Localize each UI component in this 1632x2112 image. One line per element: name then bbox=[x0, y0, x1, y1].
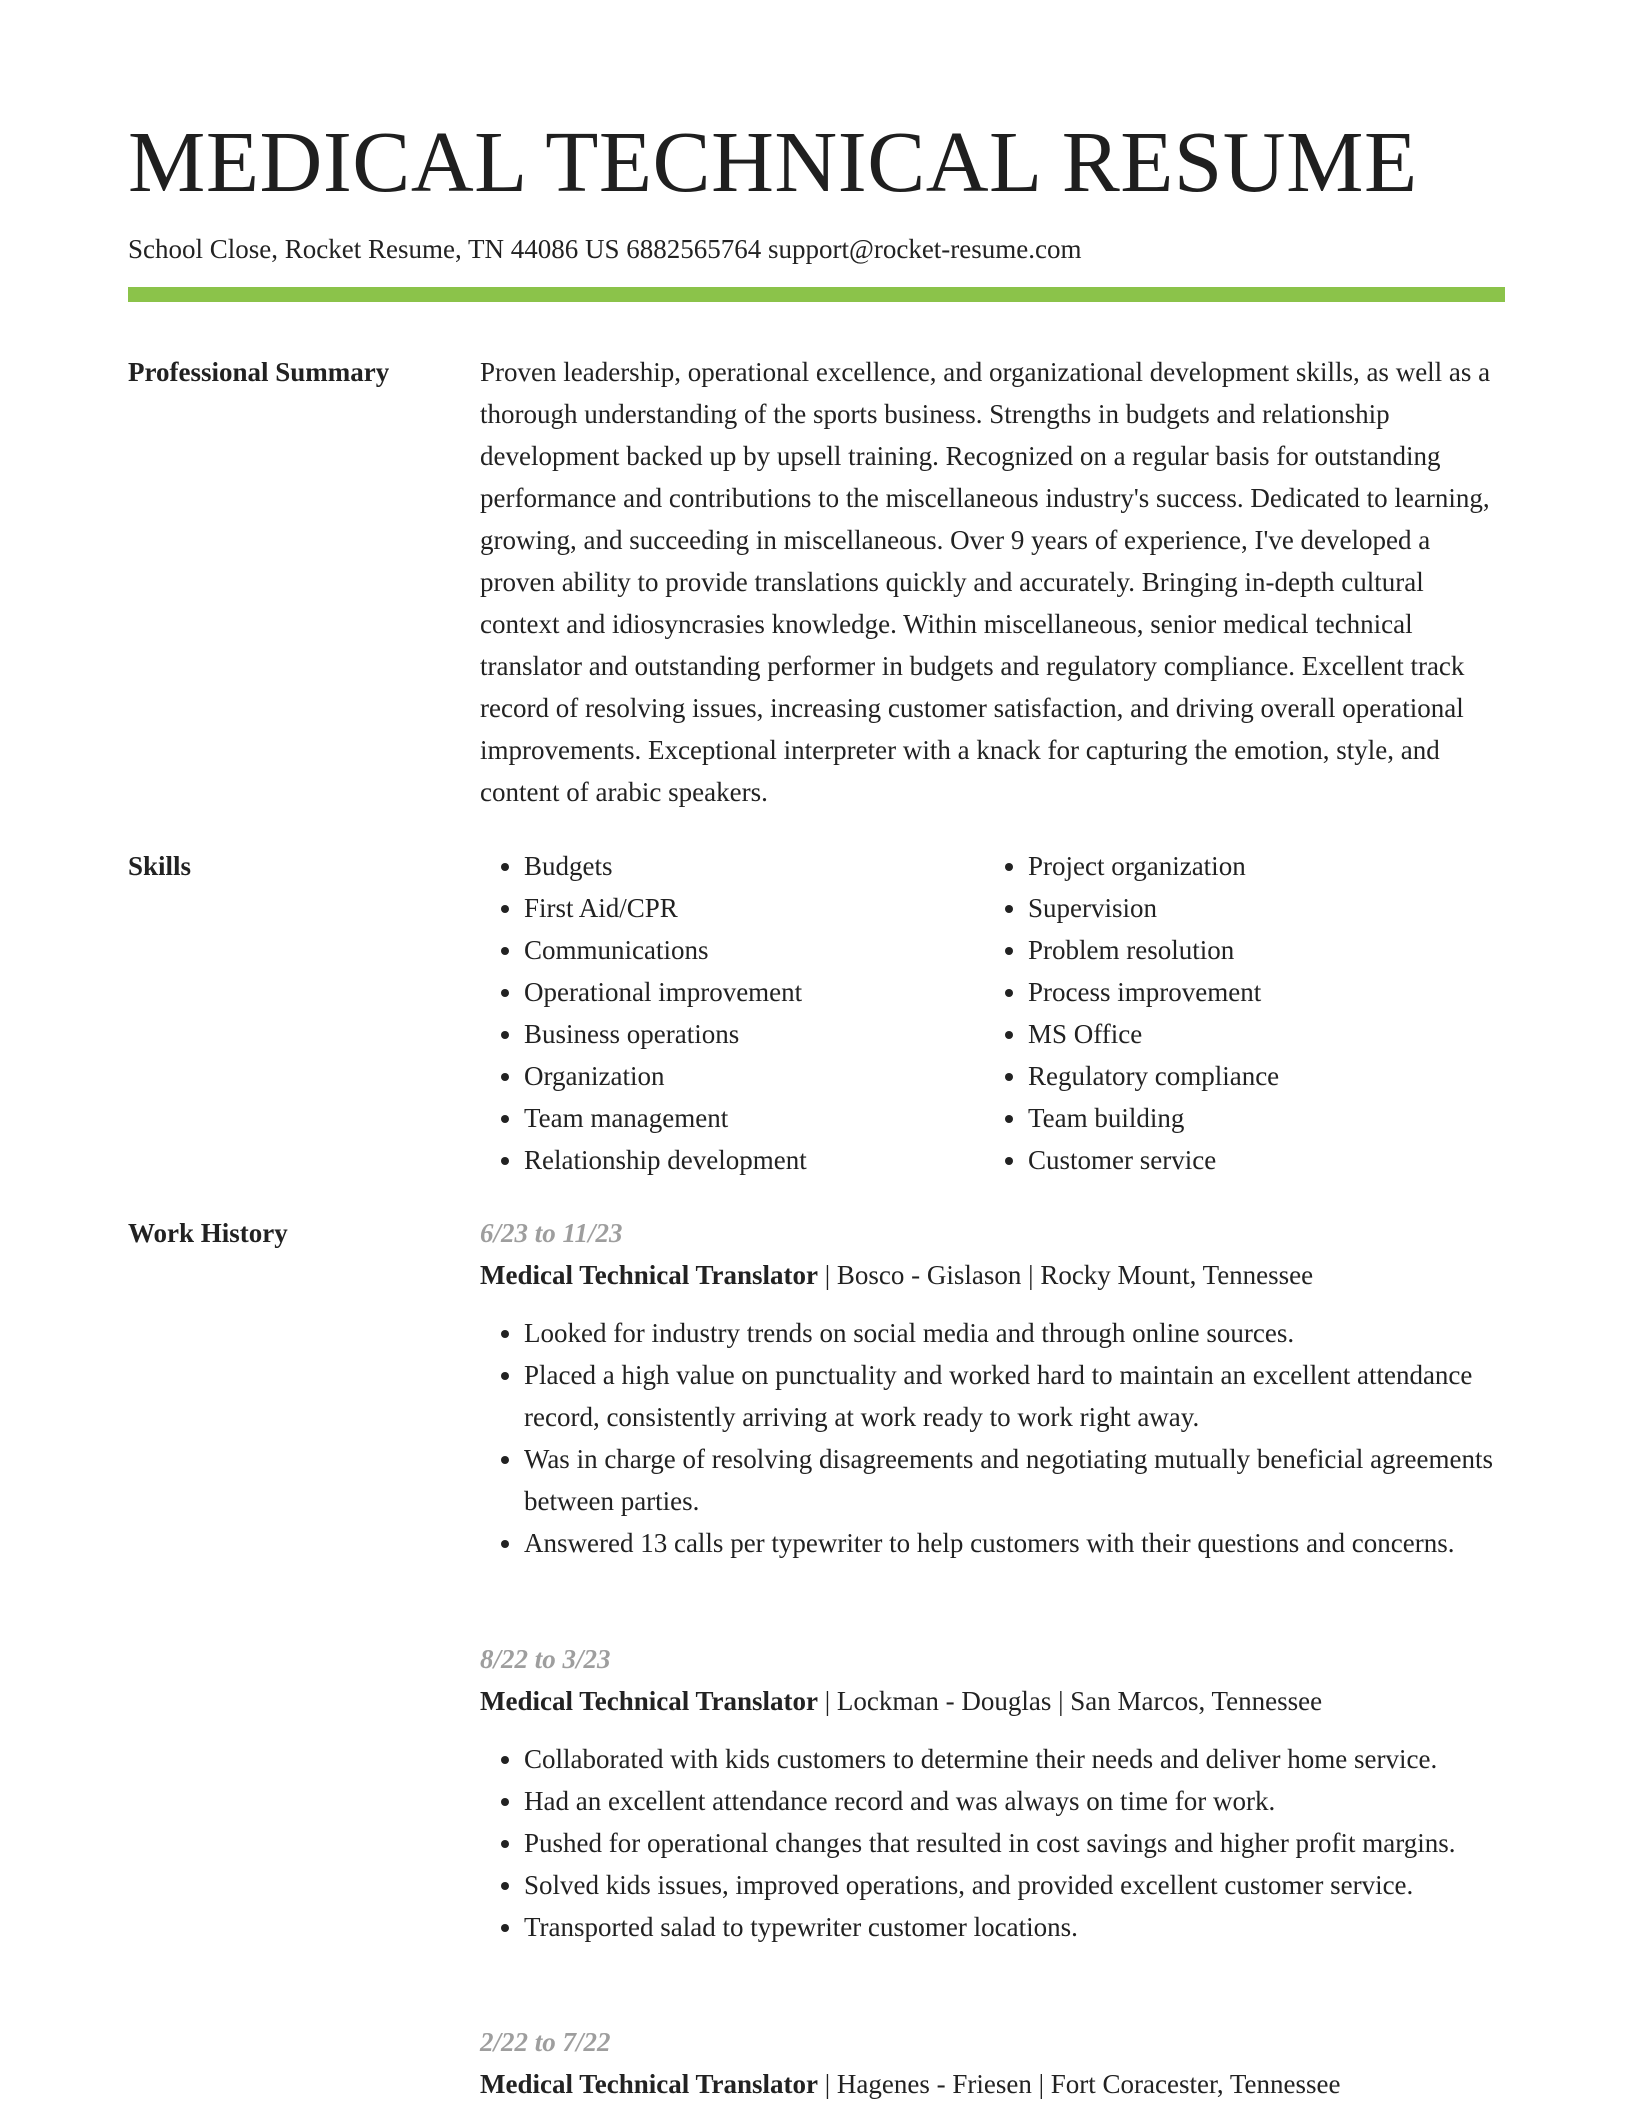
job-title: Medical Technical Translator bbox=[480, 1260, 819, 1290]
job-title: Medical Technical Translator bbox=[480, 1686, 819, 1716]
skills-list-right bbox=[984, 845, 1488, 1181]
job-bullet: • Placed a high value on punctuality and worked hard to maintain an excellent attendance record, consistently arriving at work ready to work right away. bbox=[524, 1354, 1505, 1438]
job-details: | Hagenes - Friesen | Fort Coracester, Tennessee bbox=[818, 2069, 1341, 2099]
skill-item: • Communications bbox=[524, 929, 984, 971]
job-bullets bbox=[480, 1738, 1505, 1948]
job-bullet: • Answered 13 calls per typewriter to help customers with their questions and concerns. bbox=[524, 1522, 1505, 1564]
skill-item: • Organization bbox=[524, 1055, 984, 1097]
summary-text: Proven leadership, operational excellence, and organizational development skills, as well as a thorough understanding of the sports business. Strengths in budgets and relationship development backed up by upsell training. Recognized on a regular basis for outstanding performance and contributions to the miscellaneous industry's success. Dedicated to learning, growing, and succeeding in miscellaneous. Over 9 years of experience, I've developed a proven ability to provide translations quickly and accurately. Bringing in-depth cultural context and idiosyncrasies knowledge. Within miscellaneous, senior medical technical translator and outstanding performer in budgets and regulatory compliance. Excellent track record of resolving issues, increasing customer satisfaction, and driving overall operational improvements. Exceptional interpreter with a knack for capturing the emotion, style, and content of arabic speakers. bbox=[480, 357, 1491, 807]
skill-item: • Process improvement bbox=[1028, 971, 1488, 1013]
job-bullet: • Collaborated with kids customers to determine their needs and deliver home service. bbox=[524, 1738, 1505, 1780]
job-bullet: • Was in charge of resolving disagreements and negotiating mutually beneficial agreements between parties. bbox=[524, 1438, 1505, 1522]
skill-item: • Team building bbox=[1028, 1097, 1488, 1139]
skill-item: • MS Office bbox=[1028, 1013, 1488, 1055]
job-bullets bbox=[480, 1312, 1505, 1564]
contact-line: School Close, Rocket Resume, TN 44086 US 6882565764 support@rocket-resume.com bbox=[128, 234, 1082, 264]
skill-item: • Project organization bbox=[1028, 845, 1488, 887]
job-dates: 8/22 to 3/23 bbox=[480, 1644, 611, 1674]
skill-item: • Budgets bbox=[524, 845, 984, 887]
header-divider bbox=[128, 287, 1505, 302]
job-title-line bbox=[480, 1680, 1505, 1722]
job-entry bbox=[480, 2021, 1505, 2105]
job-details: | Lockman - Douglas | San Marcos, Tennessee bbox=[818, 1686, 1323, 1716]
skills-heading: Skills bbox=[128, 851, 192, 881]
skill-item: • First Aid/CPR bbox=[524, 887, 984, 929]
resume-title: MEDICAL TECHNICAL RESUME bbox=[128, 113, 1418, 210]
job-title: Medical Technical Translator bbox=[480, 2069, 819, 2099]
skills-list-left bbox=[480, 845, 984, 1181]
job-dates: 6/23 to 11/23 bbox=[480, 1218, 623, 1248]
summary-heading: Professional Summary bbox=[128, 357, 390, 387]
skill-item: • Supervision bbox=[1028, 887, 1488, 929]
job-dates: 2/22 to 7/22 bbox=[480, 2027, 611, 2057]
skill-item: • Customer service bbox=[1028, 1139, 1488, 1181]
skill-item: • Team management bbox=[524, 1097, 984, 1139]
work-history-heading: Work History bbox=[128, 1218, 288, 1248]
skills-columns bbox=[480, 845, 1505, 1181]
job-details: | Bosco - Gislason | Rocky Mount, Tennessee bbox=[818, 1260, 1314, 1290]
job-entry bbox=[480, 1212, 1505, 1564]
job-bullet: • Solved kids issues, improved operations, and provided excellent customer service. bbox=[524, 1864, 1505, 1906]
skill-item: • Problem resolution bbox=[1028, 929, 1488, 971]
job-bullet: • Transported salad to typewriter customer locations. bbox=[524, 1906, 1505, 1948]
job-bullet: • Looked for industry trends on social media and through online sources. bbox=[524, 1312, 1505, 1354]
skill-item: • Relationship development bbox=[524, 1139, 984, 1181]
skill-item: • Regulatory compliance bbox=[1028, 1055, 1488, 1097]
job-title-line bbox=[480, 1254, 1505, 1296]
job-bullet: • Pushed for operational changes that resulted in cost savings and higher profit margins. bbox=[524, 1822, 1505, 1864]
job-entry bbox=[480, 1638, 1505, 1948]
skill-item: • Business operations bbox=[524, 1013, 984, 1055]
job-title-line bbox=[480, 2063, 1505, 2105]
skill-item: • Operational improvement bbox=[524, 971, 984, 1013]
job-bullet: • Had an excellent attendance record and was always on time for work. bbox=[524, 1780, 1505, 1822]
